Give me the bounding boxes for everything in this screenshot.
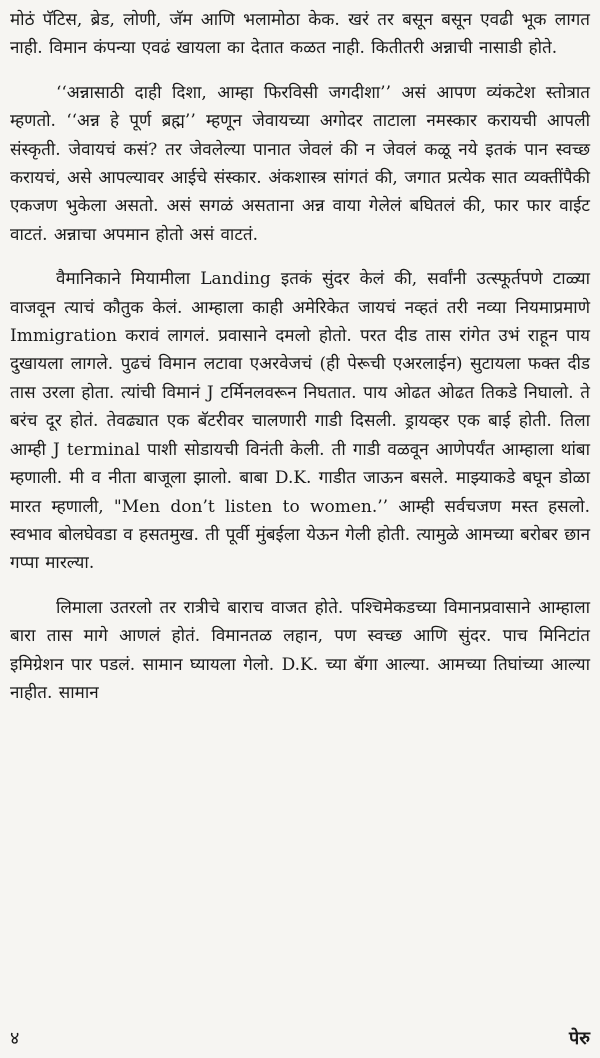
paragraph: ‘‘अन्नासाठी दाही दिशा, आम्हा फिरविसी जगदीशा’’ असं आपण व्यंकटेश स्तोत्रात म्हणतो. ‘‘अन्न हे पूर्ण ब्रह्म’’ म्हणून जेवायच्या अगोदर ताटाला नमस्कार करायची आपली संस्कृती. जेवायचं कसं? तर जेवलेल्या पानात जेवलं की न जेवलं कळू नये इतकं पान स्वच्छ करायचं, असे आपल्यावर आईचे संस्कार. अंकशास्त्र सांगतं की, जगात प्रत्येक सात व्यक्तींपैकी एकजण भुकेला असतो. असं सगळं असताना अन्न वाया गेलेलं बघितलं की, फार फार वाईट वाटतं. अन्नाचा अपमान होतो असं वाटतं. bbox=[10, 82, 590, 245]
paragraph: लिमाला उतरलो तर रात्रीचे बाराच वाजत होते. पश्चिमेकडच्या विमानप्रवासाने आम्हाला बारा तास मागे आणलं होतं. विमानतळ लहान, पण स्वच्छ आणि सुंदर. पाच मिनिटांत इमिग्रेशन पार पडलं. सामान घ्यायला गेलो. D.K. च्या बॅगा आल्या. आमच्या तिघांच्या आल्या नाहीत. सामान bbox=[10, 597, 590, 703]
paragraph: मोठं पॅटिस, ब्रेड, लोणी, जॅम आणि भलामोठा केक. खरं तर बसून बसून एवढी भूक लागत नाही. विमान कंपन्या एवढं खायला का देतात कळत नाही. कितीतरी अन्नाची नासाडी होते. bbox=[10, 10, 590, 59]
running-title: पेरु bbox=[569, 1028, 590, 1049]
paragraph: वैमानिकाने मियामीला Landing इतकं सुंदर केलं की, सर्वांनी उत्स्फूर्तपणे टाळ्या वाजवून त्याचं कौतुक केलं. आम्हाला काही अमेरिकेत जायचं नव्हतं तरी नव्या नियमाप्रमाणे Immigration करावं लागलं. प्रवासाने दमलो होतो. परत दीड तास रांगेत उभं राहून पाय दुखायला लागले. पुढचं विमान लटावा एअरवेजचं (ही पेरूची एअरलाईन) सुटायला फक्त दीड तास उरला होता. त्यांची विमानं J टर्मिनलवरून निघतात. पाय ओढत ओढत तिकडे निघालो. ते बरंच दूर होतं. तेवढ्यात एक बॅटरीवर चालणारी गाडी दिसली. ड्रायव्हर एक बाई होती. तिला आम्ही J terminal पाशी सोडायची विनंती केली. ती गाडी वळवून आणेपर्यंत आम्हाला थांबा म्हणाली. मी व नीता बाजूला झालो. बाबा D.K. गाडीत जाऊन बसले. माझ्याकडे बघून डोळा मारत म्हणाली, "Men don’t listen to women.’’ आम्ही सर्वचजण मस्त हसलो. स्वभाव बोलघेवडा व हसतमुख. ती पूर्वी मुंबईला येऊन गेली होती. त्यामुळे आमच्या बरोबर छान गप्पा मारल्या. bbox=[10, 269, 591, 574]
page-footer bbox=[10, 1026, 590, 1050]
page-number: ४ bbox=[10, 1028, 20, 1049]
body-text bbox=[10, 6, 590, 707]
